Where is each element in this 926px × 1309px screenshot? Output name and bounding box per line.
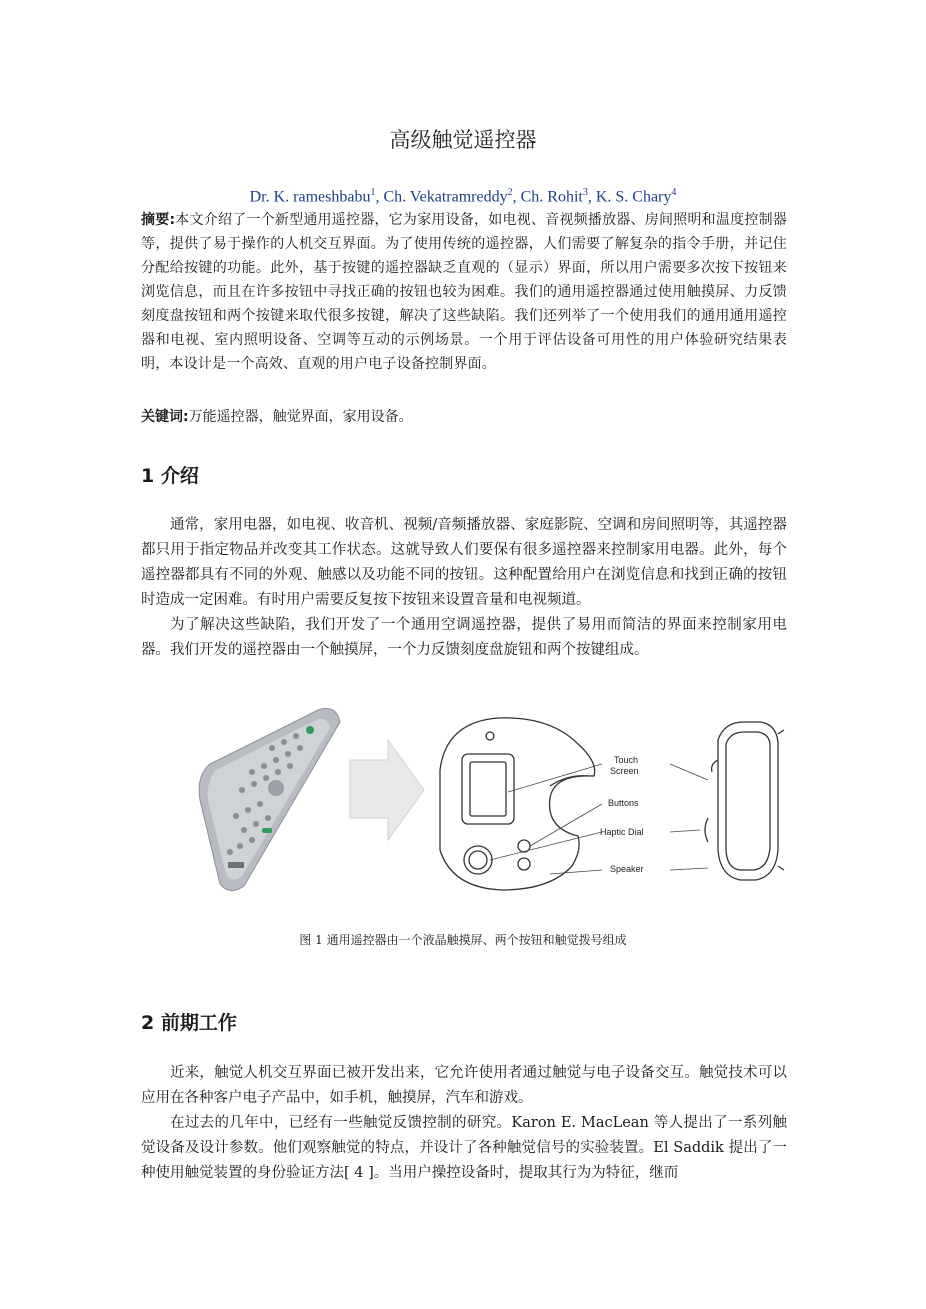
paragraph: 通常，家用电器，如电视、收音机、视频/音频播放器、家庭影院、空调和房间照明等，其遥控器都只用于指定物品并改变其工作状态。这就导致人们要保有很多遥控器来控制家用电器。此外，每个遥控器都具有不同的外观、触感以及功能不同的按钮。这种配置给用户在浏览信息和找到正确的按钮时造成一定困难。有时用户需要反复按下按钮来设置音量和电视频道。 [141, 517, 787, 608]
device-side-drawing [705, 722, 784, 880]
paragraph: 近来，触觉人机交互界面已被开发出来，它允许使用者通过触觉与电子设备交互。触觉技术可以应用在各种客户电子产品中，如手机，触摸屏，汽车和游戏。 [141, 1065, 787, 1106]
label-haptic-dial: Haptic Dial [600, 827, 644, 837]
keywords [141, 405, 787, 429]
author-name: Dr. K. rameshbabu [249, 188, 371, 206]
section-prior-work-body [141, 1061, 787, 1186]
paper-title: 高级触觉遥控器 [389, 128, 537, 152]
author-affiliation-mark: 3 [582, 187, 588, 198]
figure-1 [178, 700, 798, 896]
author-affiliation-mark: 2 [507, 187, 513, 198]
section-heading-intro: 1 介绍 [141, 465, 199, 487]
section-heading-prior-work: 2 前期工作 [141, 1012, 237, 1034]
label-screen: Screen [610, 766, 639, 776]
keywords-text: 万能遥控器，触觉界面，家用设备。 [188, 409, 413, 425]
remote-illustration [178, 700, 798, 896]
author-line: Dr. K. rameshbabu$^1$, Ch. Vekatramreddy$^2$, Ch. Rohit$^3$, K. S. Chary$^4$ [249, 187, 677, 206]
figure-caption: 图 1 通用遥控器由一个液晶触摸屏、两个按钮和触觉拨号组成 [299, 933, 627, 947]
author-name: K. S. Chary [595, 188, 672, 206]
author-affiliation-mark: 1 [370, 187, 376, 198]
remote-photo [199, 709, 340, 891]
paragraph: 为了解决这些缺陷，我们开发了一个通用空调遥控器，提供了易用而简洁的界面来控制家用电器。我们开发的遥控器由一个触摸屏，一个力反馈刻度盘旋钮和两个按键组成。 [141, 617, 787, 658]
label-touch: Touch [614, 755, 639, 765]
author-name: Ch. Rohit [520, 188, 583, 206]
keywords-label: 关键词: [141, 409, 189, 425]
author-affiliation-mark: 4 [671, 187, 677, 198]
device-front-drawing [440, 718, 595, 890]
paragraph: 在过去的几年中，已经有一些触觉反馈控制的研究。Karon E. MacLean 等人提出了一系列触觉设备及设计参数。他们观察触觉的特点，并设计了各种触觉信号的实验装置。El Saddik 提出了一种使用触觉装置的身份验证方法[ 4 ]。当用户操控设备时，提取其行为为特征，继而 [141, 1115, 787, 1181]
label-buttons: Buttons [608, 798, 639, 808]
author-name: Ch. Vekatramreddy [383, 188, 508, 206]
label-speaker: Speaker [610, 864, 644, 874]
arrow-icon [350, 740, 424, 840]
section-intro-body [141, 513, 787, 663]
abstract-label: 摘要: [141, 212, 176, 228]
abstract [141, 208, 787, 376]
abstract-text: 本文介绍了一个新型通用遥控器，它为家用设备，如电视、音视频播放器、房间照明和温度控制器等，提供了易于操作的人机交互界面。为了使用传统的遥控器，人们需要了解复杂的指令手册，并记住分配给按键的功能。此外，基于按键的遥控器缺乏直观的（显示）界面，所以用户需要多次按下按钮来浏览信息，而且在许多按钮中寻找正确的按钮也较为困难。我们的通用遥控器通过使用触摸屏、力反馈刻度盘按钮和两个按键来取代很多按键，解决了这些缺陷。我们还列举了一个使用我们的通用通用遥控器和电视、室内照明设备、空调等互动的示例场景。一个用于评估设备可用性的用户体验研究结果表明，本设计是一个高效、直观的用户电子设备控制界面。 [141, 212, 787, 372]
